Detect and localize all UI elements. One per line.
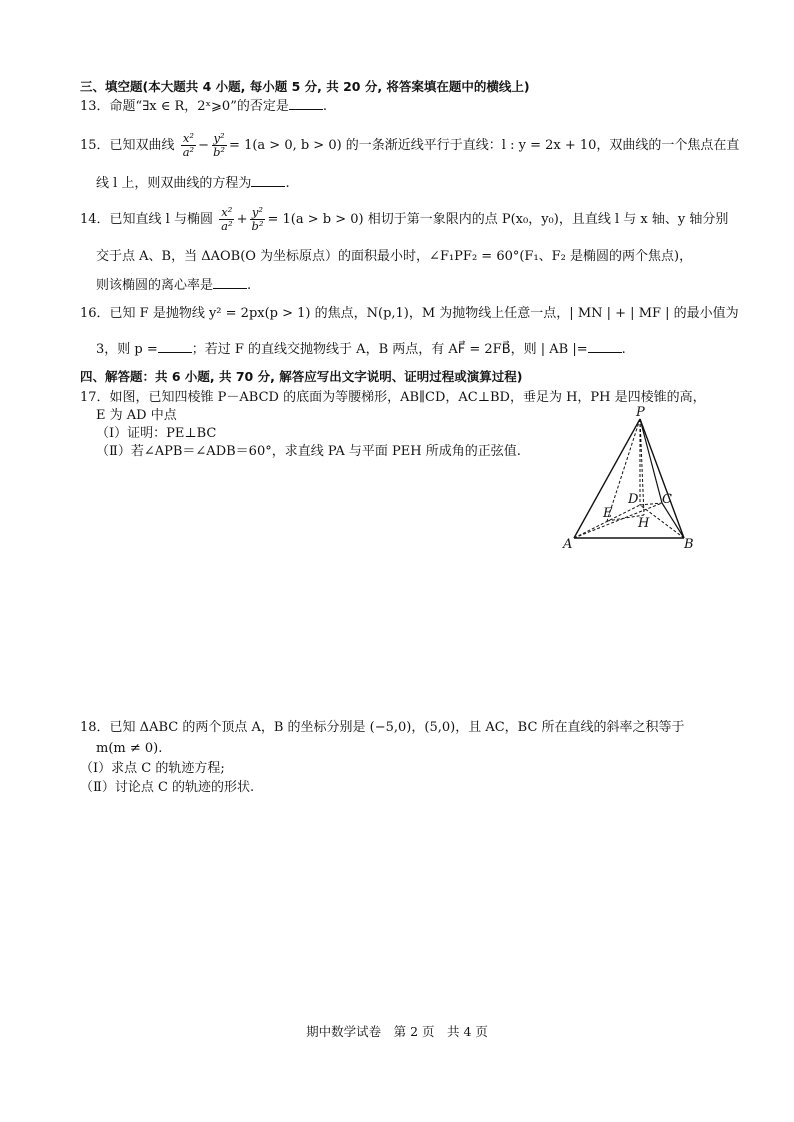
- question-17-line-2: E 为 AD 中点: [96, 408, 177, 423]
- answer-blank: [213, 276, 247, 289]
- question-18-line-2: m(m ≠ 0).: [96, 741, 163, 756]
- fraction: $\frac{\text{y²}}{\text{b²}}$: [251, 205, 264, 233]
- question-16-line-2: 3，则 p = ；若过 F 的直线交抛物线于 A，B 两点，有 AF⃗ = 2FB⃗，则 | AB |= .: [96, 342, 626, 357]
- pyramid-figure: [560, 405, 710, 555]
- answer-blank: [289, 97, 323, 110]
- question-18-line-1: 18．已知 ΔABC 的两个顶点 A，B 的坐标分别是 (−5,0)，(5,0)，且 AC，BC 所在直线的斜率之积等于: [80, 720, 685, 735]
- label-A: A: [563, 537, 573, 552]
- label-B: B: [684, 537, 694, 552]
- label-C: C: [662, 492, 672, 507]
- question-15-line-2: 线 l 上，则双曲线的方程为 .: [96, 176, 290, 191]
- fraction: $\frac{\text{x²}}{\text{a²}}$: [221, 205, 233, 233]
- question-18-part-2: （Ⅱ）讨论点 C 的轨迹的形状.: [80, 780, 255, 795]
- question-14-line-2: 交于点 A、B，当 ΔAOB(O 为坐标原点）的面积最小时，∠F₁PF₂ = 60°(F₁、F₂ 是椭圆的两个焦点)，: [96, 249, 693, 264]
- question-18-part-1: （Ⅰ）求点 C 的轨迹方程;: [80, 761, 225, 776]
- label-H: H: [638, 516, 650, 531]
- question-13: 13．命题“∃x ∈ R，2ˣ⩾0”的否定是 .: [80, 99, 327, 114]
- question-17-part-2: （Ⅱ）若∠APB＝∠ADB＝60°，求直线 PA 与平面 PEH 所成角的正弦值.: [96, 444, 521, 459]
- label-D: D: [628, 492, 639, 507]
- fraction: $\frac{\text{x²}}{\text{a²}}$: [182, 131, 195, 159]
- question-17-part-1: （Ⅰ）证明：PE⊥BC: [96, 426, 217, 441]
- label-E: E: [603, 506, 613, 521]
- question-17-line-1: 17．如图，已知四棱锥 P－ABCD 的底面为等腰梯形，AB∥CD，AC⊥BD，垂足为 H，PH 是四棱锥的高，: [80, 390, 706, 405]
- label-P: P: [636, 405, 645, 420]
- question-14-line-3: 则该椭圆的离心率是 .: [96, 278, 252, 293]
- question-14-line-1: 14．已知直线 l 与椭圆 $\frac{\text{x²}}{\text{a²}}$ + $\frac{\text{y²}}{\text{b²}}$ = 1(a > b > 0) 相切于第一象限内的点 P(x₀，y₀)，且直线 l 与 x 轴、y 轴分别: [80, 205, 729, 233]
- question-13-text: 13．命题“∃x ∈ R，2ˣ⩾0”的否定是: [80, 99, 289, 114]
- section-4-heading: 四、解答题：共 6 小题, 共 70 分, 解答应写出文字说明、证明过程或演算过程): [80, 369, 523, 384]
- answer-blank: [251, 174, 285, 187]
- section-3-heading: 三、填空题(本大题共 4 小题, 每小题 5 分, 共 20 分, 将答案填在题中的横线上): [80, 79, 530, 94]
- fraction: $\frac{\text{y²}}{\text{b²}}$: [213, 131, 226, 159]
- answer-blank: [588, 340, 622, 353]
- question-15-line-1: 15．已知双曲线 $\frac{\text{x²}}{\text{a²}}$ − $\frac{\text{y²}}{\text{b²}}$ = 1(a > 0, b > 0) 的一条渐近线平行于直线：l : y = 2x + 10，双曲线的一个焦点在直: [80, 131, 740, 159]
- page-footer: 期中数学试卷 第 2 页 共 4 页: [306, 1024, 488, 1039]
- answer-blank: [158, 340, 192, 353]
- question-16-line-1: 16．已知 F 是抛物线 y² = 2px(p > 1) 的焦点，N(p,1)，M 为抛物线上任意一点，| MN | + | MF | 的最小值为: [80, 306, 739, 321]
